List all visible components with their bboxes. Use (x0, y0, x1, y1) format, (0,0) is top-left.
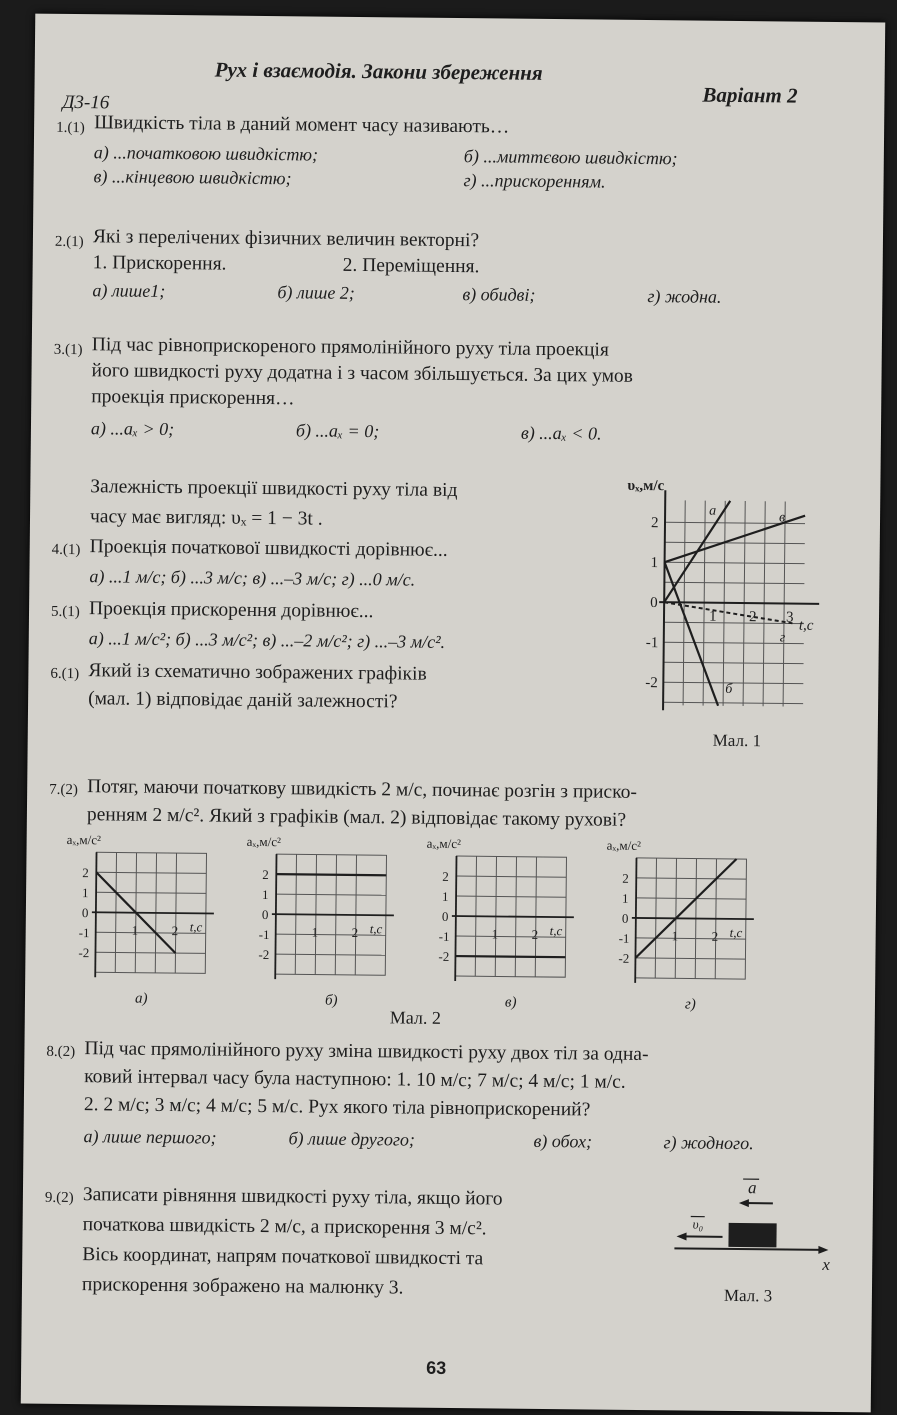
q2-item-1: 1. Прискорення. (92, 252, 227, 275)
x-axis (674, 1248, 822, 1250)
q2-option-b: б) лише 2; (277, 282, 355, 303)
panel-b-line (276, 874, 386, 875)
q9-line-4: прискорення зображено на малюнку 3. (81, 1274, 404, 1299)
q9-line-1: Записати рівняння швидкості руху тіла, якщо його (82, 1184, 503, 1210)
panel-a-xlabel: t,c (189, 919, 203, 935)
panel-g-caption: г) (684, 996, 696, 1013)
panel-a-caption: а) (134, 990, 148, 1007)
figure-1-ytick: -2 (645, 675, 658, 692)
panel-b-xtick: 2 (351, 924, 359, 941)
q4-options: а) ...1 м/с; б) ...3 м/с; в) ...–3 м/с; г) ...0 м/с. (89, 566, 416, 590)
panel-a-ytick: 0 (81, 905, 89, 921)
panel-b-ytick: -2 (258, 946, 270, 963)
x-axis-label: x (822, 1254, 830, 1274)
panel-a-ytick: 2 (82, 865, 89, 881)
q8-line-2: ковий інтервал часу була наступною: 1. 10 м/с; 7 м/с; 4 м/с; 1 м/с. (84, 1066, 626, 1093)
figure-1-line-b (663, 562, 719, 706)
figure-1-label-g: г (779, 630, 786, 646)
panel-b-caption: б) (324, 992, 338, 1009)
x-axis-arrowhead-icon (818, 1246, 828, 1254)
panel-b-xlabel: t,c (369, 921, 383, 937)
figure-2-acceleration-graphs (65, 832, 807, 1040)
q2-option-d: г) жодна. (647, 286, 722, 307)
panel-g-ytick: -2 (618, 950, 630, 966)
panel-g-ytick: 2 (622, 870, 629, 886)
panel-g-ytick: -1 (618, 930, 630, 946)
figure-1-xtick: 1 (708, 608, 717, 625)
q4-number: 4.(1) (51, 541, 81, 559)
q5-text: Проекція прискорення дорівнює... (88, 598, 374, 623)
dependency-line-1: Залежність проекції швидкості руху тіла від (90, 476, 458, 502)
q8-option-c: в) обох; (533, 1130, 593, 1152)
panel-b-xtick: 1 (311, 924, 319, 940)
q8-number: 8.(2) (46, 1043, 76, 1061)
q3-line-1: Під час рівноприскореного прямолінійного руху тіла проекція (91, 334, 609, 361)
initial-velocity-label: υ₀ (692, 1216, 704, 1232)
panel-v-caption: в) (504, 994, 517, 1011)
page-number: 63 (426, 1357, 447, 1378)
q6-line-2: (мал. 1) відповідає даній залежності? (88, 688, 398, 713)
figure-1-xtick: 3 (785, 609, 794, 626)
figure-1-label-v: в (778, 510, 786, 526)
q7-number: 7.(2) (49, 781, 79, 799)
page-title: Рух і взаємодія. Закони збереження (214, 57, 543, 85)
figure-3-caption: Мал. 3 (723, 1285, 773, 1306)
q9-line-2: початкова швидкість 2 м/с, а прискорення 3 м/с². (82, 1214, 487, 1240)
figure-1-label-a: а (709, 503, 717, 519)
panel-v-ytick: 2 (442, 868, 449, 884)
figure-1-ytick: 1 (650, 555, 659, 572)
figure-1-xtick: 2 (748, 609, 757, 626)
test-code: Д3-16 (62, 91, 110, 114)
q1-option-d: г) ...прискоренням. (463, 170, 606, 192)
panel-b-ytick: 2 (262, 867, 269, 883)
panel-g-xtick: 1 (671, 928, 679, 944)
panel-a-xtick: 2 (171, 923, 179, 939)
q2-option-a: а) лише1; (92, 280, 166, 301)
q2-text: Які з перелічених фізичних величин векторні? (92, 226, 480, 252)
q4-text: Проекція початкової швидкості дорівнює... (89, 536, 448, 561)
panel-a-ytick: -1 (78, 925, 90, 941)
q3-option-c: в) ...aₓ < 0. (520, 422, 602, 444)
q8-line-1: Під час прямолінійного руху зміна швидкості руху двох тіл за однa- (84, 1038, 649, 1066)
figure-1-x-axis (659, 602, 819, 604)
panel-g-line (635, 858, 736, 959)
panel-a-ytick: 1 (82, 885, 89, 901)
q6-number: 6.(1) (50, 665, 80, 683)
figure-1-velocity-graph (603, 460, 846, 762)
figure-3-motion-diagram (662, 1170, 843, 1312)
figure-1-ylabel: υₓ,м/с (627, 477, 665, 495)
q1-option-c: в) ...кінцевою швидкістю; (93, 166, 292, 189)
panel-b-ytick: -1 (258, 926, 270, 943)
panel-g-ytick: 0 (621, 910, 629, 926)
panel-a-xtick: 1 (131, 922, 139, 938)
q2-option-c: в) обидві; (462, 284, 536, 305)
q1-option-b: б) ...миттєвою швидкістю; (463, 146, 678, 169)
q1-option-a: а) ...початковою швидкістю; (93, 142, 319, 165)
figure-2-panel-g (605, 838, 755, 1014)
figure-2-panel-a (65, 832, 215, 1008)
panel-v-line (455, 956, 565, 957)
panel-b-ytick: 1 (262, 887, 269, 903)
q9-line-3: Вісь координат, напрям початкової швидкості та (82, 1244, 484, 1270)
q3-option-a: а) ...aₓ > 0; (90, 418, 175, 440)
q5-number: 5.(1) (50, 603, 80, 621)
panel-v-ytick: -2 (438, 948, 450, 964)
panel-v-ytick: 1 (442, 888, 449, 904)
acceleration-arrowhead-icon (739, 1199, 749, 1207)
panel-g-xtick: 2 (711, 928, 719, 944)
panel-g-xlabel: t,c (729, 924, 743, 941)
figure-1-ytick: 2 (650, 515, 659, 532)
q1-number: 1.(1) (56, 119, 85, 137)
q6-line-1: Який із схематично зображених графіків (88, 660, 427, 685)
variant-label: Варіант 2 (702, 82, 798, 108)
figure-2-panel-v (425, 836, 575, 1012)
textbook-page (21, 14, 886, 1413)
q7-line-2: ренням 2 м/с². Який з графіків (мал. 2) відповідає такому рухові? (86, 804, 627, 831)
q3-option-b: б) ...aₓ = 0; (295, 420, 380, 442)
panel-g-ytick: 1 (621, 890, 629, 906)
q5-options: а) ...1 м/с²; б) ...3 м/с²; в) ...–2 м/с²; г) ...–3 м/с². (88, 628, 446, 652)
dependency-line-2: часу має вигляд: υₓ = 1 − 3t . (89, 506, 323, 530)
acceleration-label: a (747, 1178, 757, 1198)
q9-number: 9.(2) (44, 1189, 74, 1207)
panel-g-ylabel: aₓ,м/с² (606, 837, 641, 853)
q8-option-b: б) лише другого; (288, 1128, 416, 1150)
q3-line-3: проекція прискорення… (91, 386, 295, 410)
figure-2-panel-b (245, 834, 395, 1010)
panel-v-ylabel: aₓ,м/с² (426, 835, 462, 852)
panel-v-xlabel: t,c (549, 923, 563, 939)
q8-option-a: а) лише першого; (83, 1126, 217, 1148)
q1-text: Швидкість тіла в даний момент часу називають… (94, 112, 510, 138)
q7-line-1: Потяг, маючи початкову швидкість 2 м/с, починає розгін з приско- (87, 776, 637, 803)
figure-1-ytick: -1 (645, 635, 659, 652)
figure-1-label-b: б (725, 681, 733, 697)
panel-b-ylabel: aₓ,м/с² (246, 833, 282, 850)
q2-item-2: 2. Переміщення. (342, 254, 480, 278)
velocity-arrowhead-icon (676, 1232, 686, 1240)
figure-1-ytick: 0 (650, 595, 658, 612)
q2-number: 2.(1) (54, 233, 84, 251)
figure-1-xlabel: t,c (798, 617, 814, 634)
panel-a-ytick: -2 (78, 945, 90, 961)
q8-option-d: г) жодного. (663, 1132, 754, 1154)
panel-v-xtick: 1 (491, 926, 499, 942)
panel-v-xtick: 2 (531, 926, 539, 942)
figure-2-caption: Мал. 2 (389, 1007, 442, 1028)
panel-b-ytick: 0 (261, 907, 269, 923)
q3-number: 3.(1) (53, 341, 83, 359)
figure-1-caption: Мал. 1 (712, 730, 762, 751)
panel-v-ytick: 0 (441, 908, 449, 924)
q8-line-3: 2. 2 м/с; 3 м/с; 4 м/с; 5 м/с. Рух якого тіла рівноприскорений? (83, 1094, 591, 1121)
q3-line-2: його швидкості руху додатна і з часом збільшується. За цих умов (91, 360, 634, 387)
panel-v-ytick: -1 (438, 928, 450, 944)
body-block (728, 1223, 776, 1248)
panel-a-ylabel: aₓ,м/с² (66, 831, 102, 848)
